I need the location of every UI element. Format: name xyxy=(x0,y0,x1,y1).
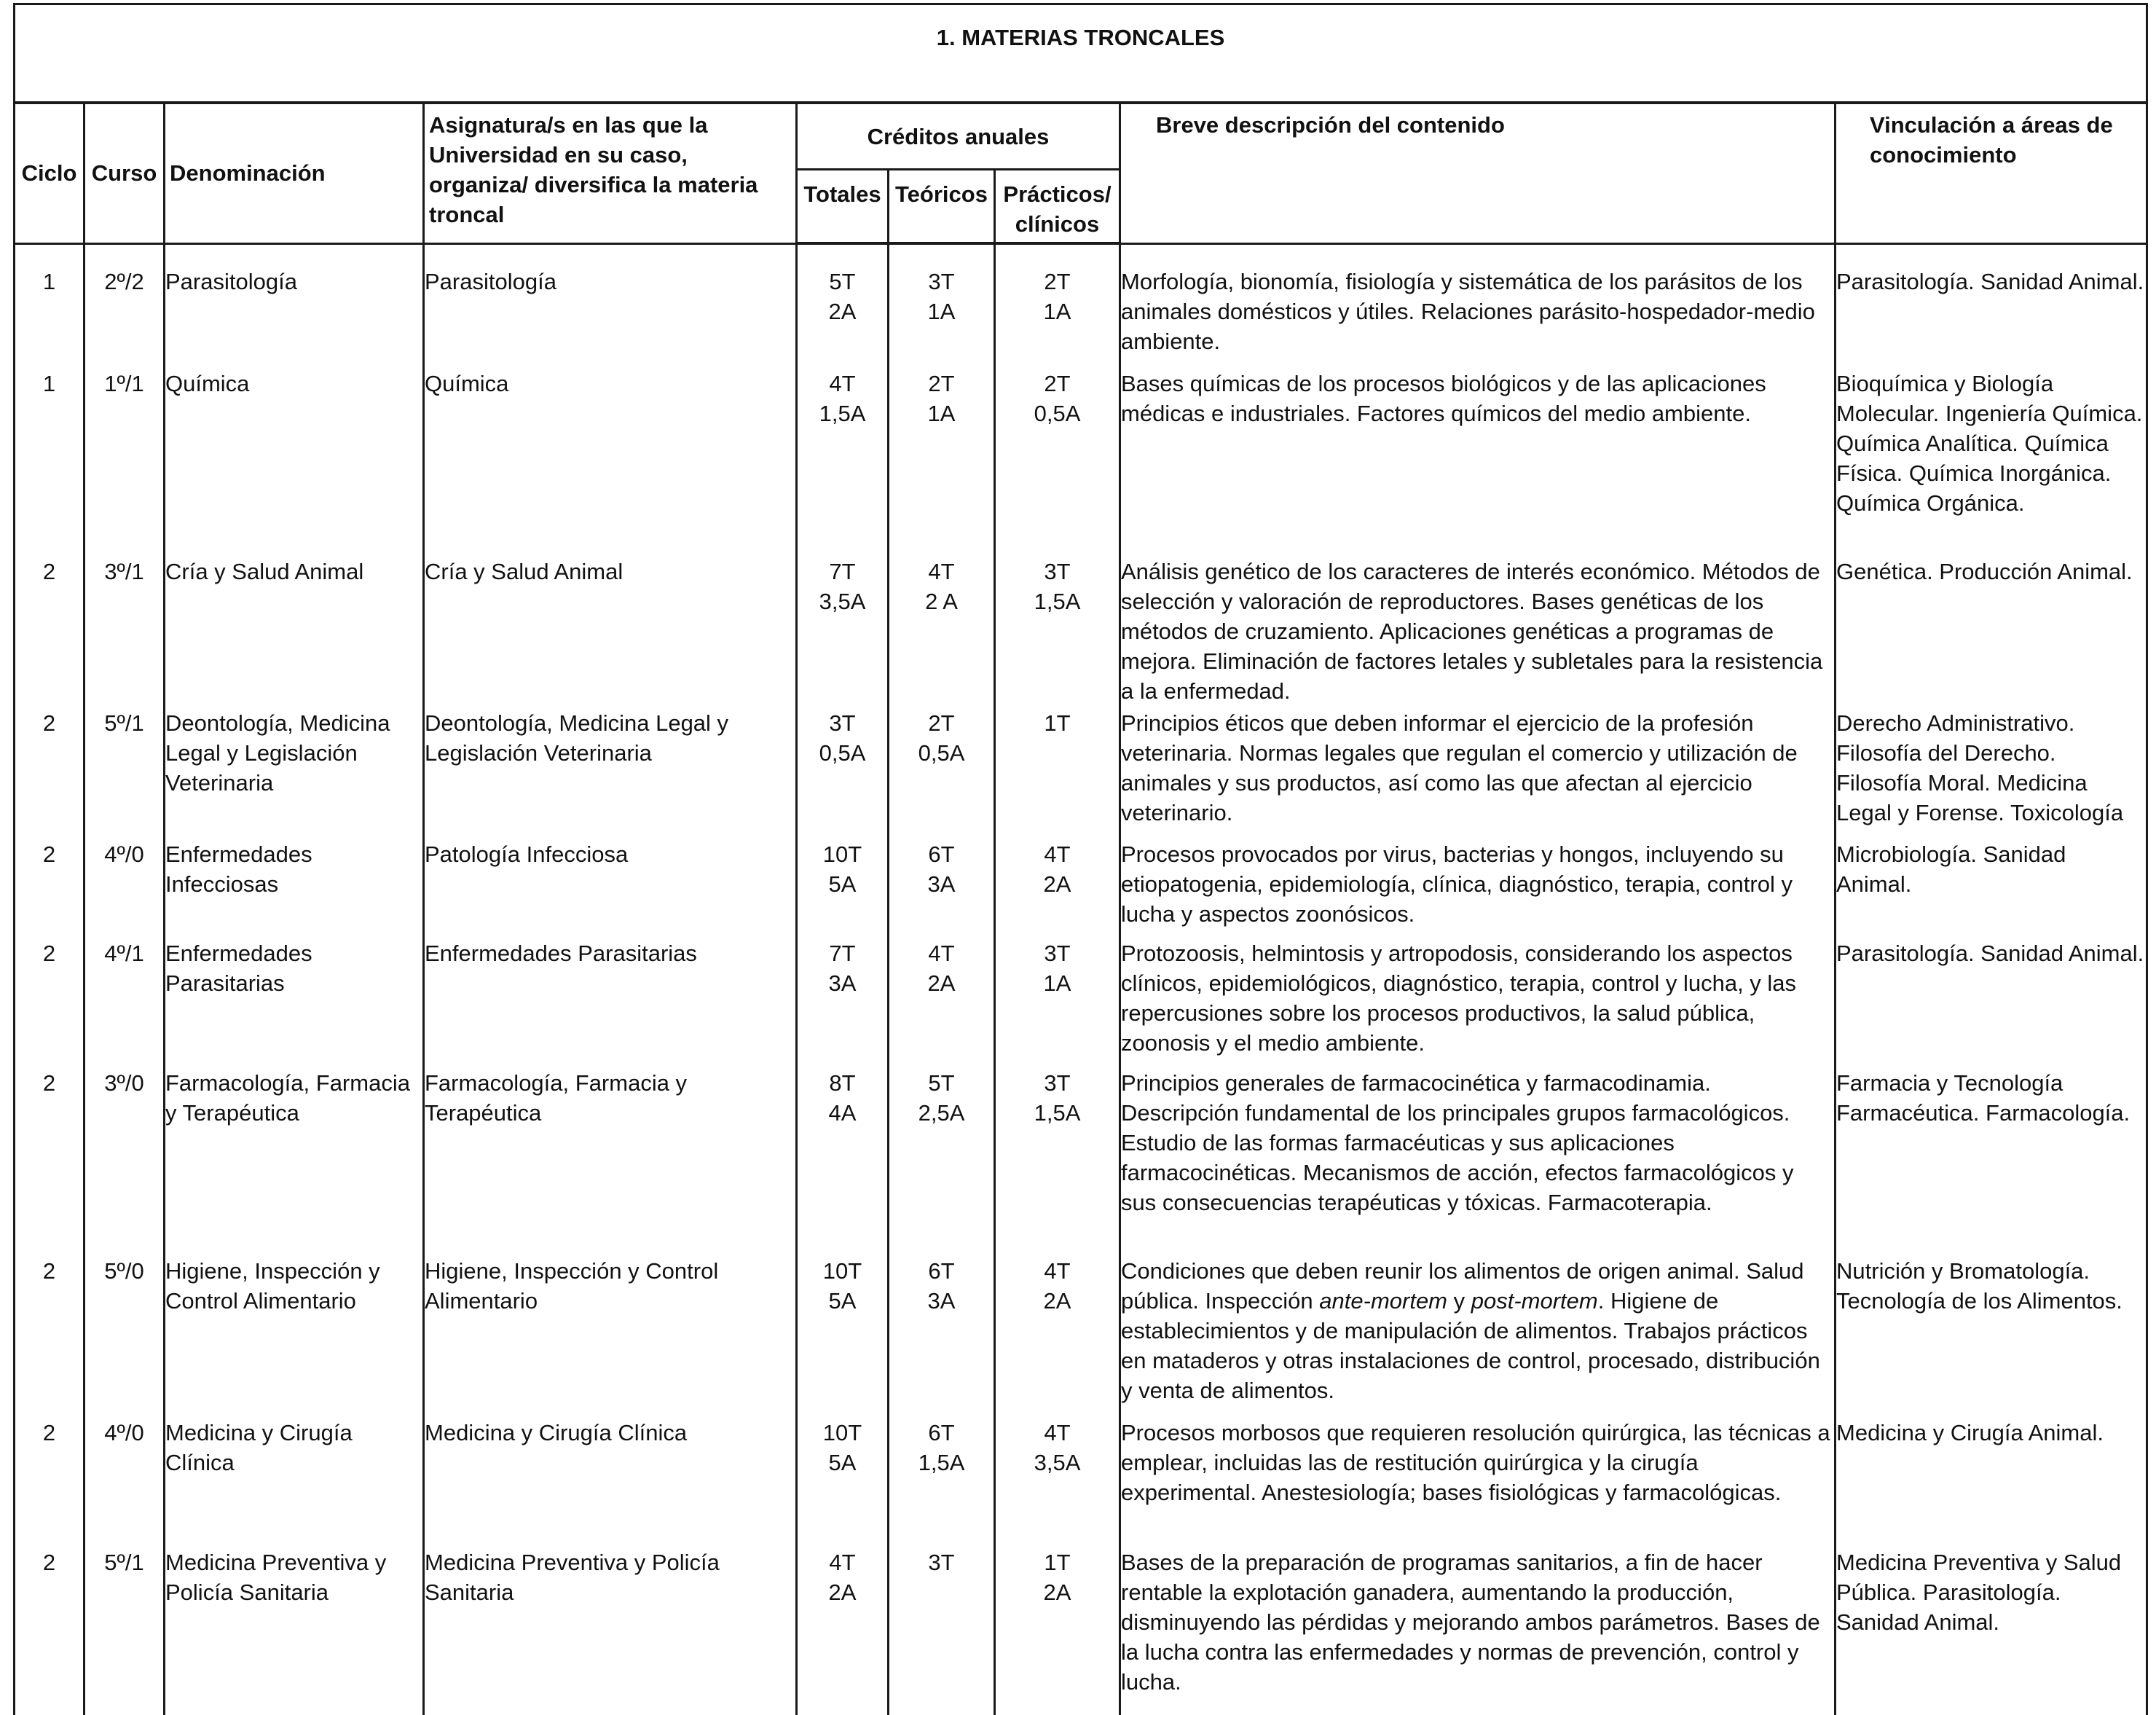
value: 3T xyxy=(1044,1070,1071,1096)
cell-teoricos xyxy=(889,369,995,557)
value: 5A xyxy=(828,871,857,897)
value: 2A xyxy=(828,299,857,324)
cell-curso: 5º/1 xyxy=(84,708,165,839)
table-row xyxy=(15,369,2147,557)
value: 5A xyxy=(828,1450,857,1475)
cell-teoricos xyxy=(889,1256,995,1418)
cell-descripcion: Procesos morbosos que requieren resolución quirúrgica, las técnicas a emplear, incluidas las de restitución quirúrgica y la cirugía experimental. Anestesiología; bases fisiológicas y farmacológicas. xyxy=(1120,1418,1836,1547)
cell-totales xyxy=(797,1418,889,1547)
header-asignatura: Asignatura/s en las que la Universidad en su caso, organiza/ diversifica la materia troncal xyxy=(424,103,797,243)
cell-asignatura: Deontología, Medicina Legal y Legislación Veterinaria xyxy=(424,708,797,839)
cell-asignatura: Enfermedades Parasitarias xyxy=(424,938,797,1068)
value: 3T xyxy=(928,269,955,294)
value: 2T xyxy=(1044,269,1071,294)
value: 4T xyxy=(928,559,955,584)
cell-practicos xyxy=(995,1418,1120,1547)
cell-totales xyxy=(797,243,889,369)
cell-practicos xyxy=(995,243,1120,369)
cell-vinculacion: Derecho Administrativo. Filosofía del Derecho. Filosofía Moral. Medicina Legal y Forense. Toxicología xyxy=(1836,708,2147,839)
value: 2T xyxy=(928,710,955,736)
cell-teoricos xyxy=(889,1068,995,1256)
desc-text: Condiciones que deben reunir los alimentos de origen animal. Salud pública. Inspección xyxy=(1121,1258,1804,1314)
value: 4A xyxy=(828,1100,857,1126)
cell-practicos xyxy=(995,557,1120,708)
cell-asignatura: Cría y Salud Animal xyxy=(424,557,797,708)
value: 3T xyxy=(1044,941,1071,966)
cell-asignatura: Parasitología xyxy=(424,243,797,369)
value: 10T xyxy=(822,1420,862,1445)
value: 10T xyxy=(822,1258,862,1284)
desc-text: . Higiene de establecimientos y de manipulación de alimentos. Trabajos prácticos en mataderos y otras instalaciones de control, procesado, distribución y venta de alimentos. xyxy=(1121,1288,1820,1403)
cell-ciclo: 2 xyxy=(15,708,84,839)
cell-vinculacion: Parasitología. Sanidad Animal. xyxy=(1836,243,2147,369)
cell-descripcion: Bases de la preparación de programas sanitarios, a fin de hacer rentable la explotación ganadera, aumentando la producción, disminuyendo las pérdidas y mejorando ambos parámetros. Bases de la lucha contra las enfermedades y normas de prevención, control y lucha. xyxy=(1120,1547,1836,1715)
value: 1T xyxy=(1044,1550,1071,1575)
cell-totales xyxy=(797,839,889,938)
cell-ciclo: 2 xyxy=(15,557,84,708)
value: 0,5A xyxy=(918,740,965,766)
desc-italic: post-mortem xyxy=(1471,1288,1598,1314)
value: 1,5A xyxy=(819,401,866,426)
cell-vinculacion: Bioquímica y Biología Molecular. Ingeniería Química. Química Analítica. Química Física. Química Inorgánica. Química Orgánica. xyxy=(1836,369,2147,557)
value: 1A xyxy=(1043,299,1071,324)
cell-practicos xyxy=(995,708,1120,839)
value: 1T xyxy=(1044,710,1071,736)
cell-asignatura: Química xyxy=(424,369,797,557)
cell-descripcion xyxy=(1120,1256,1836,1418)
cell-vinculacion: Parasitología. Sanidad Animal. xyxy=(1836,938,2147,1068)
table-row xyxy=(15,839,2147,938)
value: 3,5A xyxy=(819,589,866,614)
cell-denominacion: Medicina Preventiva y Policía Sanitaria xyxy=(165,1547,424,1715)
cell-denominacion: Parasitología xyxy=(165,243,424,369)
cell-vinculacion: Genética. Producción Animal. xyxy=(1836,557,2147,708)
value: 1,5A xyxy=(1034,589,1081,614)
cell-denominacion: Enfermedades Parasitarias xyxy=(165,938,424,1068)
value: 4T xyxy=(928,941,955,966)
cell-curso: 2º/2 xyxy=(84,243,165,369)
cell-teoricos xyxy=(889,243,995,369)
cell-vinculacion: Medicina y Cirugía Animal. xyxy=(1836,1418,2147,1547)
cell-ciclo: 1 xyxy=(15,369,84,557)
cell-denominacion: Deontología, Medicina Legal y Legislación Veterinaria xyxy=(165,708,424,839)
value: 3,5A xyxy=(1034,1450,1081,1475)
value: 2,5A xyxy=(918,1100,965,1126)
cell-totales xyxy=(797,938,889,1068)
cell-totales xyxy=(797,1256,889,1418)
value: 3T xyxy=(1044,559,1071,584)
header-creditos-anuales: Créditos anuales xyxy=(797,103,1120,170)
cell-vinculacion: Nutrición y Bromatología. Tecnología de los Alimentos. xyxy=(1836,1256,2147,1418)
cell-descripcion: Protozoosis, helmintosis y artropodosis, considerando los aspectos clínicos, epidemiológicos, diagnóstico, terapia, control y lucha, y las repercusiones sobre los procesos productivos, la salud pública, zoonosis y el medio ambiente. xyxy=(1120,938,1836,1068)
cell-teoricos xyxy=(889,557,995,708)
cell-totales xyxy=(797,708,889,839)
cell-descripcion: Principios éticos que deben informar el ejercicio de la profesión veterinaria. Normas legales que regulan el comercio y utilización de animales y sus productos, así como las que afectan al ejercicio veterinario. xyxy=(1120,708,1836,839)
cell-curso: 4º/1 xyxy=(84,938,165,1068)
header-practicos: Prácticos/ clínicos xyxy=(995,170,1120,244)
cell-descripcion: Morfología, bionomía, fisiología y sistemática de los parásitos de los animales domésticos y útiles. Relaciones parásito-hospedador-medio ambiente. xyxy=(1120,243,1836,369)
desc-italic: ante-mortem xyxy=(1319,1288,1448,1314)
value: 2A xyxy=(1043,1288,1071,1314)
value: 4T xyxy=(1044,841,1071,867)
cell-totales xyxy=(797,369,889,557)
cell-denominacion: Farmacología, Farmacia y Terapéutica xyxy=(165,1068,424,1256)
value: 3A xyxy=(828,970,857,996)
cell-asignatura: Medicina Preventiva y Policía Sanitaria xyxy=(424,1547,797,1715)
value: 2A xyxy=(828,1579,857,1605)
cell-ciclo: 2 xyxy=(15,1256,84,1418)
cell-asignatura: Medicina y Cirugía Clínica xyxy=(424,1418,797,1547)
value: 5T xyxy=(829,269,856,294)
cell-curso: 5º/1 xyxy=(84,1547,165,1715)
value: 2A xyxy=(1043,1579,1071,1605)
value: 7T xyxy=(829,559,856,584)
cell-descripcion: Bases químicas de los procesos biológicos y de las aplicaciones médicas e industriales. Factores químicos del medio ambiente. xyxy=(1120,369,1836,557)
cell-teoricos xyxy=(889,708,995,839)
value: 3A xyxy=(927,1288,956,1314)
cell-teoricos xyxy=(889,938,995,1068)
table-row xyxy=(15,1068,2147,1256)
document-sheet xyxy=(13,3,2146,1708)
cell-curso: 4º/0 xyxy=(84,839,165,938)
value: 0,5A xyxy=(819,740,866,766)
header-curso: Curso xyxy=(84,103,165,243)
value: 1A xyxy=(927,401,956,426)
cell-practicos xyxy=(995,839,1120,938)
cell-teoricos xyxy=(889,1418,995,1547)
table-row xyxy=(15,557,2147,708)
cell-vinculacion: Microbiología. Sanidad Animal. xyxy=(1836,839,2147,938)
cell-ciclo: 2 xyxy=(15,938,84,1068)
value: 1A xyxy=(927,299,956,324)
table-row xyxy=(15,708,2147,839)
header-teoricos: Teóricos xyxy=(889,170,995,244)
cell-teoricos xyxy=(889,839,995,938)
value: 2 A xyxy=(925,589,958,614)
cell-curso: 1º/1 xyxy=(84,369,165,557)
value: 3T xyxy=(928,1550,955,1575)
cell-denominacion: Enfermedades Infecciosas xyxy=(165,839,424,938)
value: 4T xyxy=(1044,1258,1071,1284)
cell-denominacion: Química xyxy=(165,369,424,557)
cell-ciclo: 1 xyxy=(15,243,84,369)
cell-ciclo: 2 xyxy=(15,839,84,938)
header-descripcion: Breve descripción del contenido xyxy=(1120,103,1836,243)
cell-asignatura: Higiene, Inspección y Control Alimentario xyxy=(424,1256,797,1418)
value: 6T xyxy=(928,841,955,867)
cell-practicos xyxy=(995,369,1120,557)
value: 7T xyxy=(829,941,856,966)
value: 2A xyxy=(927,970,956,996)
value: 1A xyxy=(1043,970,1071,996)
cell-ciclo: 2 xyxy=(15,1547,84,1715)
value: 2T xyxy=(1044,371,1071,396)
cell-curso: 4º/0 xyxy=(84,1418,165,1547)
cell-totales xyxy=(797,1068,889,1256)
cell-descripcion: Análisis genético de los caracteres de interés económico. Métodos de selección y valoración de reproductores. Bases genéticas de los métodos de cruzamiento. Aplicaciones genéticas a programas de mejora. Eliminación de factores letales y subletales para la resistencia a la enfermedad. xyxy=(1120,557,1836,708)
table-title: 1. MATERIAS TRONCALES xyxy=(15,4,2147,103)
cell-denominacion: Higiene, Inspección y Control Alimentario xyxy=(165,1256,424,1418)
cell-denominacion: Cría y Salud Animal xyxy=(165,557,424,708)
cell-descripcion: Procesos provocados por virus, bacterias y hongos, incluyendo su etiopatogenia, epidemiología, clínica, diagnóstico, terapia, control y lucha y aspectos zoonósicos. xyxy=(1120,839,1836,938)
value: 8T xyxy=(829,1070,856,1096)
cell-descripcion: Principios generales de farmacocinética y farmacodinamia. Descripción fundamental de los principales grupos farmacológicos. Estudio de las formas farmacéuticas y sus aplicaciones farmacocinéticas. Mecanismos de acción, efectos farmacológicos y sus consecuencias terapéuticas y tóxicas. Farmacoterapia. xyxy=(1120,1068,1836,1256)
value: 0,5A xyxy=(1034,401,1081,426)
cell-ciclo: 2 xyxy=(15,1418,84,1547)
value: 1,5A xyxy=(918,1450,965,1475)
value: 6T xyxy=(928,1258,955,1284)
table-row xyxy=(15,243,2147,369)
value: 4T xyxy=(1044,1420,1071,1445)
desc-text: y xyxy=(1447,1288,1471,1314)
value: 2A xyxy=(1043,871,1071,897)
value: 5A xyxy=(828,1288,857,1314)
cell-asignatura: Farmacología, Farmacia y Terapéutica xyxy=(424,1068,797,1256)
cell-ciclo: 2 xyxy=(15,1068,84,1256)
table-row xyxy=(15,1256,2147,1418)
cell-curso: 3º/1 xyxy=(84,557,165,708)
cell-totales xyxy=(797,557,889,708)
header-ciclo: Ciclo xyxy=(15,103,84,243)
value: 1,5A xyxy=(1034,1100,1081,1126)
value: 3T xyxy=(829,710,856,736)
value: 3A xyxy=(927,871,956,897)
value: 2T xyxy=(928,371,955,396)
header-denominacion: Denominación xyxy=(165,103,424,243)
cell-curso: 3º/0 xyxy=(84,1068,165,1256)
table-row xyxy=(15,938,2147,1068)
value: 4T xyxy=(829,1550,856,1575)
cell-practicos xyxy=(995,1068,1120,1256)
cell-practicos xyxy=(995,1256,1120,1418)
value: 5T xyxy=(928,1070,955,1096)
cell-vinculacion: Farmacia y Tecnología Farmacéutica. Farmacología. xyxy=(1836,1068,2147,1256)
cell-practicos xyxy=(995,938,1120,1068)
value: 10T xyxy=(822,841,862,867)
header-totales: Totales xyxy=(797,170,889,244)
value: 6T xyxy=(928,1420,955,1445)
cell-denominacion: Medicina y Cirugía Clínica xyxy=(165,1418,424,1547)
value: 4T xyxy=(829,371,856,396)
table-row xyxy=(15,1418,2147,1547)
cell-vinculacion: Medicina Preventiva y Salud Pública. Parasitología. Sanidad Animal. xyxy=(1836,1547,2147,1715)
header-vinculacion: Vinculación a áreas de conocimiento xyxy=(1836,103,2147,243)
cell-curso: 5º/0 xyxy=(84,1256,165,1418)
materias-troncales-table xyxy=(13,3,2148,1715)
cell-asignatura: Patología Infecciosa xyxy=(424,839,797,938)
